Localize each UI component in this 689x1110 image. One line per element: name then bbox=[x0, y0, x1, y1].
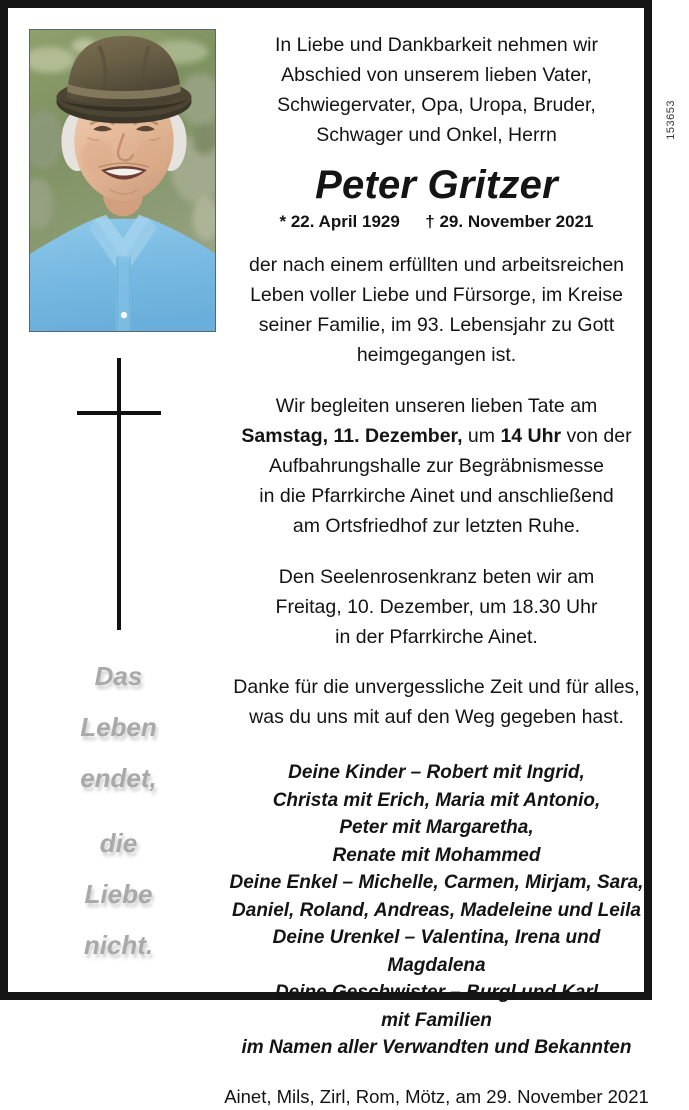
thanks-line: Danke für die unvergessliche Zeit und für alles, bbox=[233, 676, 640, 698]
verse-line: endet, bbox=[80, 763, 157, 793]
verse-line: Liebe bbox=[84, 879, 153, 909]
bio-line: der nach einem erfüllten und arbeitsreichen bbox=[248, 254, 625, 276]
main-text-column bbox=[221, 16, 652, 1107]
bio-line: Leben voller Liebe und Fürsorge, im Kreise bbox=[250, 284, 623, 306]
intro-line: In Liebe und Dankbarkeit nehmen wir bbox=[274, 34, 599, 56]
family-line: im Namen aller Verwandten und Bekannten bbox=[241, 1037, 632, 1058]
rosary-paragraph bbox=[221, 562, 652, 652]
reference-number: 153653 bbox=[665, 100, 677, 140]
funeral-service-paragraph bbox=[221, 391, 652, 541]
life-dates bbox=[221, 211, 652, 233]
family-line: Deine Kinder – Robert mit Ingrid, bbox=[288, 762, 585, 783]
family-line: Deine Urenkel – Valentina, Irena und bbox=[272, 927, 601, 948]
service-line: Wir begleiten unseren lieben Tate am bbox=[275, 395, 598, 417]
verse-line: die bbox=[99, 828, 138, 858]
bio-line: seiner Familie, im 93. Lebensjahr zu Gott bbox=[258, 314, 615, 336]
family-line: Deine Geschwister – Burgl und Karl bbox=[274, 982, 599, 1003]
thanks-line: was du uns mit auf den Weg gegeben hast. bbox=[249, 706, 624, 728]
cross-vertical-bar bbox=[117, 358, 121, 630]
service-line: in die Pfarrkirche Ainet und anschließend bbox=[259, 485, 614, 507]
service-line: Samstag, 11. Dezember, um 14 Uhr von der bbox=[241, 425, 632, 447]
verse-line: Leben bbox=[80, 712, 157, 742]
family-line: Christa mit Erich, Maria mit Antonio, bbox=[272, 789, 601, 811]
rosary-line: Freitag, 10. Dezember, um 18.30 Uhr bbox=[275, 596, 598, 618]
family-line: Renate mit Mohammed bbox=[332, 844, 541, 866]
family-line: Magdalena bbox=[387, 954, 486, 976]
left-column bbox=[16, 16, 221, 1000]
rosary-line: in der Pfarrkirche Ainet. bbox=[335, 626, 538, 648]
places-and-date-line: Ainet, Mils, Zirl, Rom, Mötz, am 29. November 2021 bbox=[224, 1085, 649, 1107]
frame-inner-area bbox=[8, 8, 649, 1107]
memorial-verse bbox=[16, 651, 221, 971]
family-line: Peter mit Margaretha, bbox=[339, 817, 534, 838]
death-date: † 29. November 2021 bbox=[425, 212, 594, 231]
birth-date: * 22. April 1929 bbox=[279, 212, 400, 231]
deceased-name: Peter Gritzer bbox=[315, 163, 558, 207]
family-line: mit Familien bbox=[381, 1009, 492, 1031]
service-line: am Ortsfriedhof zur letzten Ruhe. bbox=[292, 515, 581, 537]
portrait-photo bbox=[29, 29, 216, 332]
family-line: Deine Enkel – Michelle, Carmen, Mirjam, Sara, bbox=[229, 872, 644, 893]
cross-horizontal-bar bbox=[77, 411, 161, 415]
intro-paragraph bbox=[221, 30, 652, 150]
verse-line: nicht. bbox=[83, 930, 154, 960]
verse-line: Das bbox=[94, 661, 143, 691]
verse-spacer bbox=[16, 804, 221, 818]
portrait-illustration bbox=[30, 30, 215, 331]
thanks-paragraph bbox=[221, 672, 652, 732]
bio-line: heimgegangen ist. bbox=[356, 344, 517, 366]
bio-paragraph bbox=[221, 250, 652, 370]
surviving-family-list bbox=[221, 759, 652, 1062]
service-line: Aufbahrungshalle zur Begräbnismesse bbox=[269, 455, 604, 477]
intro-line: Abschied von unserem lieben Vater, bbox=[281, 64, 592, 86]
latin-cross-icon bbox=[16, 346, 221, 641]
family-line: Daniel, Roland, Andreas, Madeleine und Leila bbox=[232, 899, 641, 921]
intro-line: Schwager und Onkel, Herrn bbox=[316, 124, 557, 146]
intro-line: Schwiegervater, Opa, Uropa, Bruder, bbox=[277, 94, 596, 116]
rosary-line: Den Seelenrosenkranz beten wir am bbox=[278, 566, 595, 588]
